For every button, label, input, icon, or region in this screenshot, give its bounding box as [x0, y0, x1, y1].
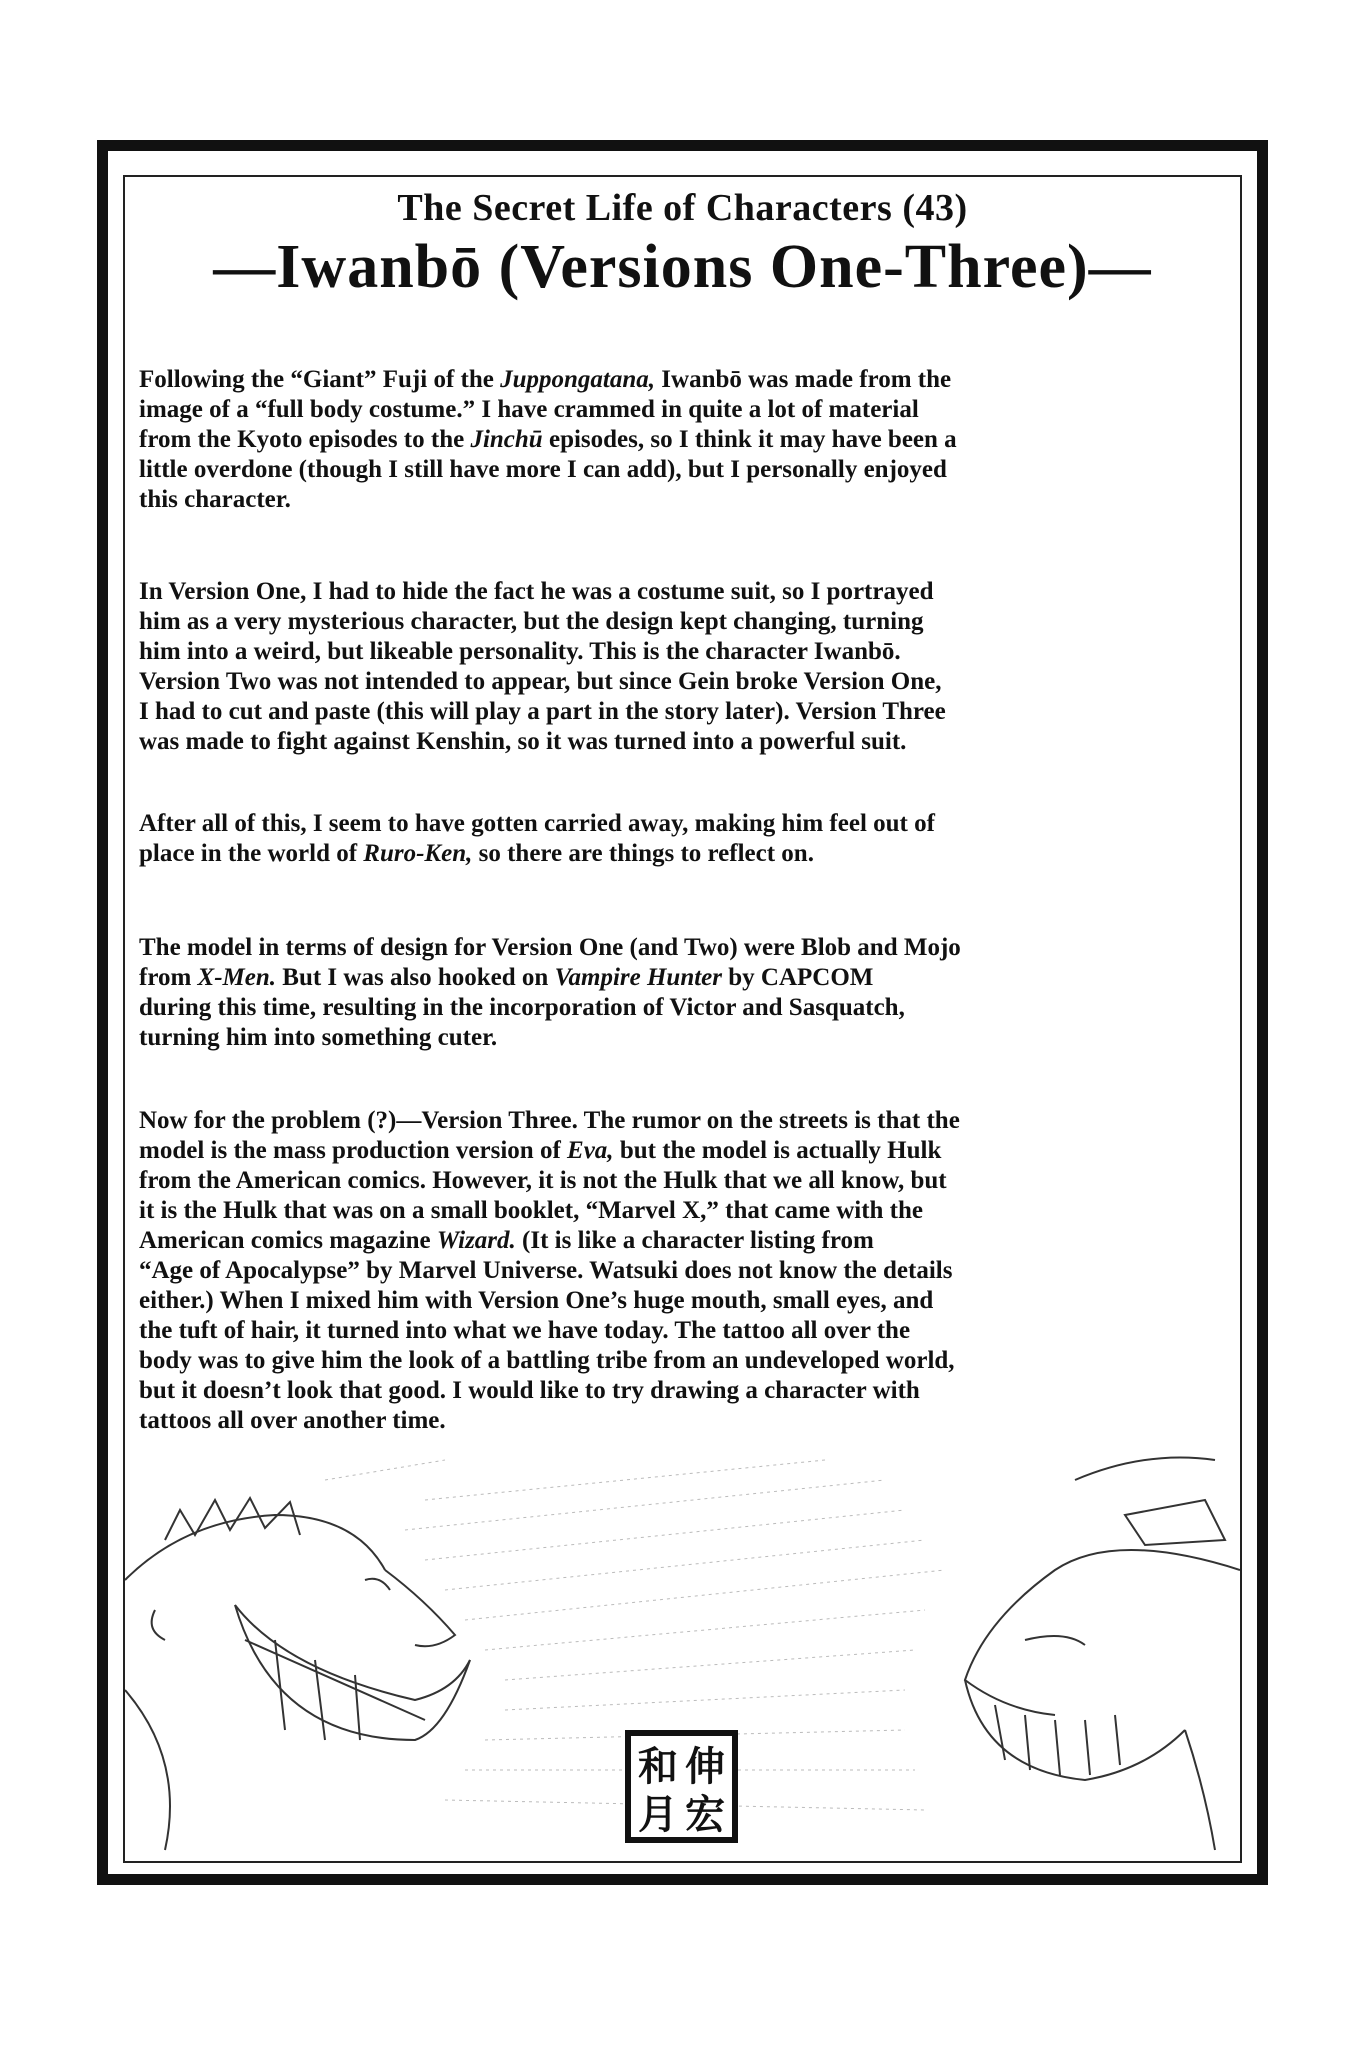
text-segment: him as a very mysterious character, but the design kept changing, turning — [139, 608, 924, 635]
text-segment: Following the “Giant” Fuji of the — [139, 366, 501, 393]
text-segment: so there are things to reflect on. — [472, 840, 814, 867]
text-line — [139, 839, 1222, 869]
text-segment: the tuft of hair, it turned into what we have today. The tattoo all over the — [139, 1317, 911, 1344]
text-line — [139, 577, 1222, 607]
artist-seal — [628, 1733, 735, 1840]
text-segment: either.) When I mixed him with Version One’s huge mouth, small eyes, and — [139, 1287, 934, 1314]
text-line — [139, 1023, 1222, 1053]
italic-title: Ruro-Ken, — [363, 840, 473, 867]
text-line — [139, 727, 1222, 757]
text-line — [139, 1256, 1222, 1286]
text-segment: Version Two was not intended to appear, but since Gein broke Version One, — [139, 668, 942, 695]
text-segment: American comics magazine — [139, 1227, 437, 1254]
text-line — [139, 607, 1222, 637]
text-segment: body was to give him the look of a battling tribe from an undeveloped world, — [139, 1347, 955, 1374]
text-line — [139, 1376, 1222, 1406]
text-line — [139, 425, 1222, 455]
text-segment: (It is like a character listing from — [515, 1227, 874, 1254]
text-segment: After all of this, I seem to have gotten carried away, making him feel out of — [139, 810, 935, 837]
text-line — [139, 395, 1222, 425]
italic-title: Juppongatana, — [500, 366, 656, 393]
text-line — [139, 1196, 1222, 1226]
text-line — [139, 485, 1222, 515]
text-segment: from the American comics. However, it is not the Hulk that we all know, but — [139, 1167, 947, 1194]
text-segment: turning him into something cuter. — [139, 1024, 498, 1051]
svg-text:和: 和 — [638, 1744, 678, 1790]
text-segment: “Age of Apocalypse” by Marvel Universe. Watsuki does not know the details — [139, 1257, 953, 1284]
text-line — [139, 993, 1222, 1023]
text-segment: I had to cut and paste (this will play a part in the story later). Version Three — [139, 698, 946, 725]
left-character-sketch — [125, 1498, 470, 1850]
paragraph-1 — [139, 365, 1222, 515]
italic-title: Eva, — [567, 1137, 614, 1164]
text-line — [139, 667, 1222, 697]
text-line — [139, 1286, 1222, 1316]
text-segment: was made to fight against Kenshin, so it was turned into a powerful suit. — [139, 728, 907, 755]
text-segment: image of a “full body costume.” I have crammed in quite a lot of material — [139, 396, 919, 423]
text-segment: episodes, so I think it may have been a — [542, 426, 957, 453]
italic-title: Wizard. — [436, 1227, 516, 1254]
svg-text:宏: 宏 — [685, 1792, 725, 1838]
text-segment: In Version One, I had to hide the fact he was a costume suit, so I portrayed — [139, 578, 934, 605]
column-subtitle: —Iwanbō (Versions One-Three)— — [213, 233, 1152, 301]
text-segment: but the model is actually Hulk — [613, 1137, 942, 1164]
svg-text:伸: 伸 — [685, 1744, 725, 1790]
text-segment: model is the mass production version of — [139, 1137, 568, 1164]
text-segment: little overdone (though I still have more I can add), but I personally enjoyed — [139, 456, 947, 483]
text-line — [139, 1106, 1222, 1136]
text-segment: during this time, resulting in the incorporation of Victor and Sasquatch, — [139, 994, 905, 1021]
right-character-sketch — [965, 1458, 1240, 1851]
text-line — [139, 697, 1222, 727]
svg-text:月: 月 — [638, 1792, 678, 1838]
text-line — [139, 365, 1222, 395]
text-line — [139, 1316, 1222, 1346]
text-segment: tattoos all over another time. — [139, 1407, 446, 1434]
text-line — [139, 809, 1222, 839]
text-line — [139, 1406, 1222, 1436]
text-line — [139, 1136, 1222, 1166]
text-segment: from the Kyoto episodes to the — [139, 426, 471, 453]
italic-title: Jinchū — [470, 426, 543, 453]
paragraph-5 — [139, 1106, 1222, 1436]
text-segment: it is the Hulk that was on a small booklet, “Marvel X,” that came with the — [139, 1197, 923, 1224]
paragraph-3 — [139, 809, 1222, 869]
paragraph-4 — [139, 933, 1222, 1053]
text-segment: Now for the problem (?)—Version Three. The rumor on the streets is that the — [139, 1107, 960, 1134]
text-segment: him into a weird, but likeable personality. This is the character Iwanbō. — [139, 638, 901, 665]
text-line — [139, 1346, 1222, 1376]
text-segment: The model in terms of design for Version One (and Two) were Blob and Mojo — [139, 934, 961, 961]
text-segment: from — [139, 964, 198, 991]
paragraph-2 — [139, 577, 1222, 757]
text-segment: but it doesn’t look that good. I would like to try drawing a character with — [139, 1377, 920, 1404]
text-segment: Iwanbō was made from the — [655, 366, 952, 393]
text-segment: But I was also hooked on — [276, 964, 555, 991]
text-segment: place in the world of — [139, 840, 364, 867]
column-title: The Secret Life of Characters (43) — [397, 187, 968, 229]
sketch-illustration — [125, 1440, 1240, 1860]
italic-title: Vampire Hunter — [554, 964, 722, 991]
text-line — [139, 933, 1222, 963]
text-line — [139, 455, 1222, 485]
text-segment: by CAPCOM — [722, 964, 874, 991]
text-line — [139, 963, 1222, 993]
text-line — [139, 1166, 1222, 1196]
text-segment: this character. — [139, 486, 291, 513]
italic-title: X-Men. — [197, 964, 277, 991]
text-line — [139, 637, 1222, 667]
text-line — [139, 1226, 1222, 1256]
